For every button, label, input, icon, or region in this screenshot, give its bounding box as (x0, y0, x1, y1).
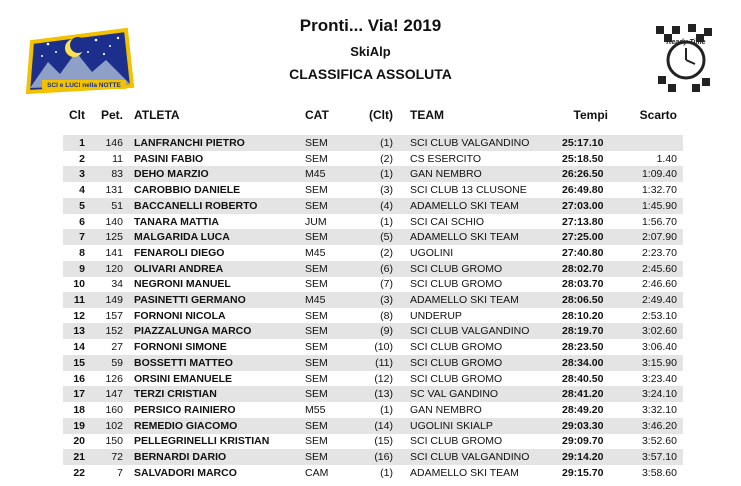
cell-athlete: PASINETTI GERMANO (134, 294, 246, 306)
cell-clt: 9 (79, 262, 85, 275)
cell-pet: 59 (111, 356, 123, 369)
cell-time: 28:34.00 (562, 356, 604, 369)
cell-gap: 2:23.70 (641, 246, 677, 259)
cell-cat-clt: (1) (380, 168, 393, 181)
cell-pet: 131 (105, 184, 123, 197)
cell-cat-clt: (1) (380, 215, 393, 228)
table-row (63, 433, 683, 449)
cell-athlete: TANARA MATTIA (134, 215, 219, 228)
cell-cat-clt: (14) (374, 419, 393, 432)
cell-clt: 3 (79, 168, 85, 181)
cell-team: SCI CLUB GROMO (410, 278, 503, 291)
header-clt: Clt (69, 108, 85, 122)
cell-athlete: CAROBBIO DANIELE (134, 184, 241, 197)
cell-athlete: REMEDIO GIACOMO (134, 419, 238, 432)
table-row (63, 198, 683, 214)
cell-cat-clt: (4) (380, 199, 393, 212)
cell-cat-clt: (1) (380, 466, 393, 479)
cell-cat: JUM (305, 215, 327, 228)
cell-time: 27:25.00 (562, 231, 604, 244)
table-row (63, 151, 683, 167)
page-title: Pronti... Via! 2019 (299, 16, 442, 35)
cell-time: 28:23.50 (562, 341, 604, 354)
header-time: Tempi (573, 108, 608, 122)
cell-clt: 16 (73, 372, 85, 385)
cell-pet: 27 (111, 341, 123, 354)
cell-gap: 3:02.60 (641, 325, 677, 338)
cell-clt: 20 (73, 435, 85, 448)
cell-clt: 8 (79, 246, 85, 259)
page-subtitle: SkiAlp (350, 44, 391, 59)
table-row (63, 402, 683, 418)
cell-cat: SEM (305, 309, 328, 322)
table-header (0, 108, 741, 124)
cell-clt: 10 (73, 278, 85, 291)
cell-cat-clt: (16) (374, 451, 393, 463)
timing-logo-text: Ready Time (666, 39, 706, 46)
cell-clt: 15 (73, 356, 85, 369)
cell-gap: 3:23.40 (641, 372, 677, 385)
cell-time: 28:49.20 (562, 403, 604, 416)
cell-time: 26:26.50 (562, 168, 604, 181)
table-row (63, 229, 683, 245)
cell-time: 27:40.80 (562, 246, 604, 259)
cell-clt: 1 (79, 137, 85, 149)
cell-pet: 126 (105, 372, 123, 385)
cell-cat-clt: (1) (380, 137, 393, 149)
cell-cat: SEM (305, 372, 328, 385)
cell-cat-clt: (1) (380, 403, 393, 416)
cell-cat: SEM (305, 231, 328, 244)
cell-cat: M45 (305, 294, 326, 306)
cell-athlete: PASINI FABIO (134, 152, 204, 165)
header-pet: Pet. (100, 108, 123, 122)
cell-pet: 150 (105, 435, 123, 448)
header-gap: Scarto (639, 108, 677, 122)
cell-clt: 7 (79, 231, 85, 244)
table-row (63, 135, 683, 151)
cell-athlete: BOSSETTI MATTEO (134, 356, 233, 369)
cell-clt: 17 (73, 388, 85, 401)
cell-cat-clt: (11) (375, 356, 393, 369)
cell-athlete: MALGARIDA LUCA (134, 231, 230, 244)
cell-team: SCI CLUB VALGANDINO (410, 137, 530, 149)
table-row (63, 449, 683, 465)
cell-team: SCI CLUB GROMO (410, 435, 503, 448)
cell-team: ADAMELLO SKI TEAM (410, 466, 519, 479)
cell-clt: 19 (73, 419, 85, 432)
cell-time: 28:41.20 (562, 388, 604, 401)
cell-cat: CAM (305, 466, 329, 479)
cell-cat: SEM (305, 137, 328, 149)
cell-cat: SEM (305, 435, 328, 448)
cell-athlete: BERNARDI DARIO (134, 451, 227, 463)
cell-cat: M55 (305, 403, 326, 416)
cell-cat-clt: (2) (380, 246, 393, 259)
cell-time: 28:40.50 (562, 372, 604, 385)
cell-cat-clt: (3) (380, 184, 393, 197)
cell-pet: 120 (105, 262, 123, 275)
cell-cat-clt: (12) (374, 372, 393, 385)
cell-pet: 140 (105, 215, 123, 228)
cell-time: 28:02.70 (562, 262, 604, 275)
header-cat: CAT (305, 108, 329, 122)
cell-cat-clt: (3) (380, 294, 393, 306)
cell-team: SCI CLUB VALGANDINO (410, 451, 530, 463)
cell-clt: 14 (73, 341, 85, 354)
table-row (63, 245, 683, 261)
cell-cat: SEM (305, 451, 328, 463)
cell-clt: 2 (79, 152, 85, 165)
cell-clt: 12 (73, 309, 85, 322)
cell-pet: 83 (111, 168, 123, 181)
cell-athlete: OLIVARI ANDREA (134, 262, 224, 275)
cell-cat: SEM (305, 199, 328, 212)
cell-time: 25:18.50 (562, 152, 604, 165)
cell-cat-clt: (10) (374, 341, 393, 354)
cell-athlete: SALVADORI MARCO (134, 466, 237, 479)
cell-gap: 2:53.10 (641, 309, 677, 322)
cell-cat-clt: (6) (380, 262, 393, 275)
cell-athlete: FORNONI SIMONE (134, 341, 227, 354)
cell-time: 29:15.70 (562, 466, 604, 479)
cell-gap: 1:45.90 (641, 199, 677, 212)
table-row (63, 386, 683, 402)
cell-time: 29:03.30 (562, 419, 604, 432)
cell-athlete: TERZI CRISTIAN (134, 388, 217, 401)
cell-team: SCI CLUB GROMO (410, 341, 503, 354)
cell-gap: 3:58.60 (641, 466, 677, 479)
cell-team: SCI CLUB 13 CLUSONE (410, 184, 527, 197)
cell-team: GAN NEMBRO (410, 403, 482, 416)
cell-pet: 72 (111, 451, 123, 463)
cell-time: 26:49.80 (562, 184, 604, 197)
cell-clt: 18 (73, 403, 85, 416)
cell-cat: SEM (305, 388, 328, 401)
table-row (63, 308, 683, 324)
cell-time: 27:13.80 (562, 215, 604, 228)
cell-pet: 11 (112, 152, 123, 165)
cell-cat: SEM (305, 152, 328, 165)
classification-title: CLASSIFICA ASSOLUTA (289, 66, 452, 82)
cell-cat: SEM (305, 262, 328, 275)
cell-cat: M45 (305, 246, 326, 259)
cell-time: 28:03.70 (562, 278, 604, 291)
cell-cat: SEM (305, 325, 328, 338)
cell-time: 28:06.50 (562, 294, 604, 306)
cell-team: SCI CLUB GROMO (410, 372, 503, 385)
cell-gap: 3:52.60 (641, 435, 677, 448)
cell-gap: 1:32.70 (641, 184, 677, 197)
cell-pet: 152 (105, 325, 123, 338)
cell-time: 28:19.70 (562, 325, 604, 338)
cell-gap: 1:09.40 (641, 168, 677, 181)
cell-gap: 3:46.20 (641, 419, 677, 432)
cell-time: 29:09.70 (562, 435, 604, 448)
cell-athlete: LANFRANCHI PIETRO (134, 137, 245, 149)
cell-team: ADAMELLO SKI TEAM (410, 294, 519, 306)
cell-gap: 2:45.60 (641, 262, 677, 275)
cell-team: ADAMELLO SKI TEAM (410, 231, 519, 244)
cell-team: UNDERUP (410, 309, 462, 322)
cell-gap: 2:46.60 (641, 278, 677, 291)
table-row (63, 276, 683, 292)
header-team: TEAM (410, 108, 444, 122)
table-row (63, 371, 683, 387)
cell-cat-clt: (2) (380, 152, 393, 165)
cell-clt: 13 (73, 325, 85, 338)
cell-team: SCI CAI SCHIO (410, 215, 485, 228)
cell-team: SCI CLUB GROMO (410, 356, 503, 369)
cell-gap: 2:07.90 (641, 231, 677, 244)
cell-cat-clt: (7) (380, 278, 393, 291)
cell-athlete: PIAZZALUNGA MARCO (134, 325, 252, 338)
cell-athlete: NEGRONI MANUEL (134, 278, 231, 291)
table-row (63, 323, 683, 339)
cell-cat: SEM (305, 419, 328, 432)
cell-clt: 22 (73, 466, 85, 479)
table-row (63, 339, 683, 355)
cell-athlete: ORSINI EMANUELE (134, 372, 233, 385)
cell-time: 28:10.20 (562, 309, 604, 322)
cell-pet: 157 (105, 309, 123, 322)
cell-cat-clt: (8) (380, 309, 393, 322)
cell-athlete: FENAROLI DIEGO (134, 246, 225, 259)
cell-team: SC VAL GANDINO (410, 388, 499, 401)
cell-team: SCI CLUB GROMO (410, 262, 503, 275)
cell-team: SCI CLUB VALGANDINO (410, 325, 530, 338)
table-row (63, 214, 683, 230)
cell-athlete: FORNONI NICOLA (134, 309, 226, 322)
cell-gap: 3:06.40 (641, 341, 677, 354)
cell-athlete: PELLEGRINELLI KRISTIAN (134, 435, 270, 448)
cell-clt: 4 (79, 184, 85, 197)
cell-clt: 5 (79, 199, 85, 212)
cell-pet: 51 (111, 199, 123, 212)
cell-pet: 149 (105, 294, 123, 306)
table-row (63, 355, 683, 371)
cell-pet: 102 (105, 419, 123, 432)
cell-pet: 34 (111, 278, 123, 291)
cell-athlete: DEHO MARZIO (134, 168, 209, 181)
cell-team: ADAMELLO SKI TEAM (410, 199, 519, 212)
table-row (63, 292, 683, 308)
cell-pet: 146 (105, 137, 123, 149)
cell-gap: 1:56.70 (641, 215, 677, 228)
cell-gap: 3:57.10 (641, 451, 677, 463)
cell-team: UGOLINI (410, 246, 454, 259)
header-athlete: ATLETA (134, 108, 180, 122)
cell-gap: 3:15.90 (641, 356, 677, 369)
cell-pet: 141 (105, 246, 123, 259)
table-row (63, 261, 683, 277)
table-row (63, 418, 683, 434)
cell-team: GAN NEMBRO (410, 168, 482, 181)
cell-team: UGOLINI SKIALP (410, 419, 493, 432)
cell-athlete: PERSICO RAINIERO (134, 403, 236, 416)
cell-gap: 1.40 (656, 152, 677, 165)
cell-time: 27:03.00 (562, 199, 604, 212)
cell-cat: SEM (305, 341, 328, 354)
cell-cat-clt: (13) (374, 388, 393, 401)
cell-cat-clt: (15) (374, 435, 393, 448)
cell-cat: SEM (305, 184, 328, 197)
cell-gap: 2:49.40 (641, 294, 677, 306)
cell-pet: 7 (117, 466, 123, 479)
cell-pet: 160 (105, 403, 123, 416)
cell-gap: 3:24.10 (641, 388, 677, 401)
event-logo-text: SCI e LUCI nella NOTTE (47, 82, 121, 89)
cell-cat: M45 (305, 168, 326, 181)
table-row (63, 182, 683, 198)
cell-athlete: BACCANELLI ROBERTO (134, 199, 258, 212)
cell-time: 29:14.20 (562, 451, 604, 463)
cell-cat: SEM (305, 278, 328, 291)
table-row (63, 166, 683, 182)
cell-gap: 3:32.10 (641, 403, 677, 416)
cell-clt: 21 (73, 451, 85, 463)
header-cat-clt: (Clt) (369, 108, 393, 122)
cell-time: 25:17.10 (562, 137, 604, 149)
cell-clt: 11 (73, 294, 85, 306)
cell-pet: 125 (105, 231, 123, 244)
cell-team: CS ESERCITO (410, 152, 481, 165)
table-row (63, 465, 683, 481)
cell-cat-clt: (9) (380, 325, 393, 338)
cell-pet: 147 (105, 388, 123, 401)
cell-cat: SEM (305, 356, 328, 369)
cell-cat-clt: (5) (380, 231, 393, 244)
cell-clt: 6 (79, 215, 85, 228)
